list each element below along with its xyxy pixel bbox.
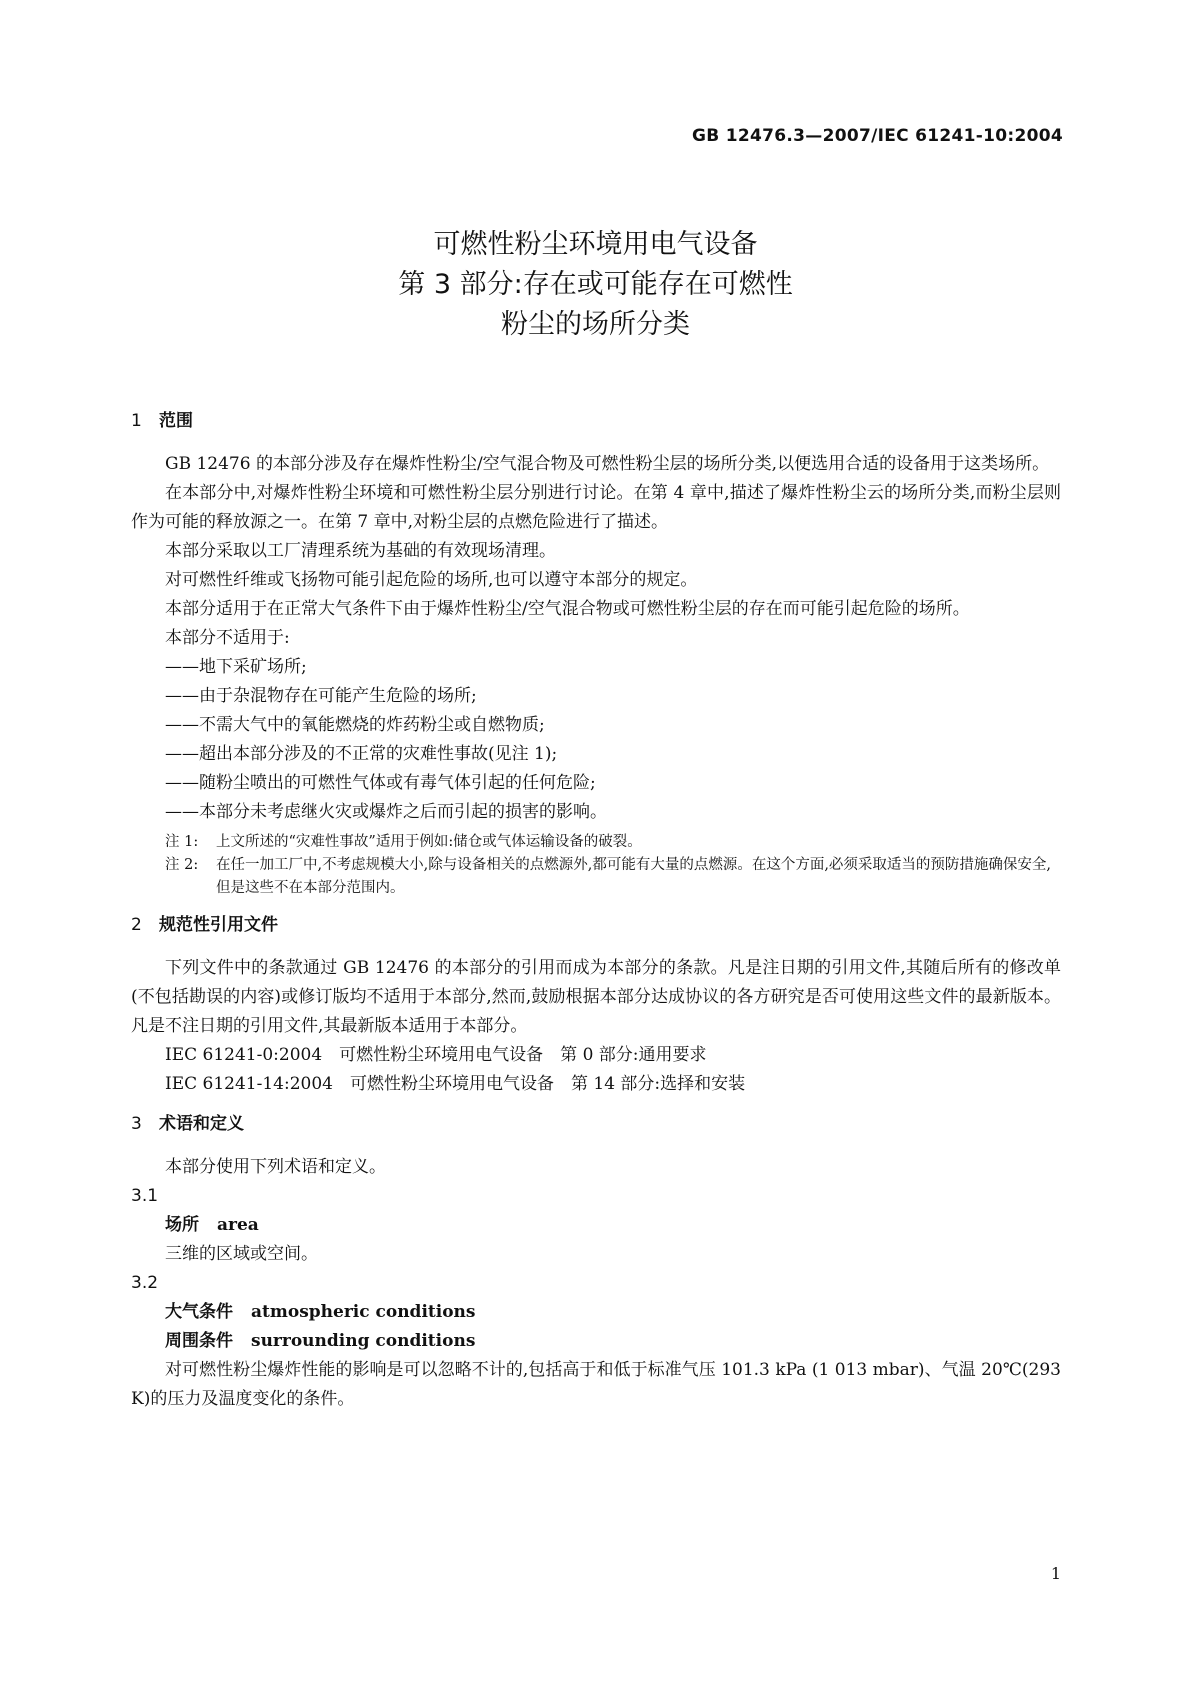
term-entry <box>131 1327 1061 1356</box>
note-text: 在任一加工厂中,不考虑规模大小,除与设备相关的点燃源外,都可能有大量的点燃源。在这个方面,必须采取适当的预防措施确保安全,但是这些不在本部分范围内。 <box>216 857 1052 896</box>
term-english: area <box>217 1215 259 1235</box>
list-item: ——地下采矿场所; <box>165 657 307 677</box>
term-chinese: 周围条件 <box>165 1331 233 1351</box>
title-line-3: 粉尘的场所分类 <box>501 309 690 340</box>
note-label: 注 1: <box>165 834 199 850</box>
document-title <box>0 225 1191 345</box>
term-chinese: 大气条件 <box>165 1302 233 1322</box>
reference-code: IEC 61241-0:2004 <box>165 1045 323 1065</box>
term-definition: 三维的区域或空间。 <box>165 1244 318 1264</box>
list-item: ——不需大气中的氧能燃烧的炸药粉尘或自燃物质; <box>165 715 545 735</box>
paragraph: 本部分使用下列术语和定义。 <box>165 1157 386 1177</box>
list-item: ——本部分未考虑继火灾或爆炸之后而引起的损害的影响。 <box>165 802 607 822</box>
list-item: ——由于杂混物存在可能产生危险的场所; <box>165 686 477 706</box>
term-english: atmospheric conditions <box>251 1302 476 1322</box>
section-number: 1 <box>131 411 142 431</box>
standard-id: GB 12476.3—2007/IEC 61241-10:2004 <box>692 126 1063 146</box>
page-number: 1 <box>1050 1564 1061 1583</box>
reference-title: 可燃性粉尘环境用电气设备 第 14 部分:选择和安装 <box>349 1074 746 1094</box>
paragraph: 本部分适用于在正常大气条件下由于爆炸性粉尘/空气混合物或可燃性粉尘层的存在而可能引起危险的场所。 <box>165 599 970 619</box>
term-entry <box>131 1298 1061 1327</box>
reference-title: 可燃性粉尘环境用电气设备 第 0 部分:通用要求 <box>339 1045 707 1065</box>
clause-number: 3.2 <box>131 1273 159 1293</box>
section-2-heading <box>131 912 1061 938</box>
paragraph: 本部分采取以工厂清理系统为基础的有效现场清理。 <box>165 541 556 561</box>
term-english: surrounding conditions <box>251 1331 476 1351</box>
section-number: 2 <box>131 915 142 935</box>
note-label: 注 2: <box>165 857 199 873</box>
term-chinese: 场所 <box>165 1215 199 1235</box>
title-line-2: 第 3 部分:存在或可能存在可燃性 <box>398 269 793 300</box>
paragraph: 下列文件中的条款通过 GB 12476 的本部分的引用而成为本部分的条款。凡是注日期的引用文件,其随后所有的修改单(不包括勘误的内容)或修订版均不适用于本部分,然而,鼓励根据本部分达成协议的各方研究是否可使用这些文件的最新版本。凡是不注日期的引用文件,其最新版本适用于本部分。 <box>131 958 1061 1036</box>
list-item: ——随粉尘喷出的可燃性气体或有毒气体引起的任何危险; <box>165 773 596 793</box>
clause-number: 3.1 <box>131 1186 159 1206</box>
section-1-heading <box>131 408 1061 434</box>
section-title: 术语和定义 <box>159 1114 244 1134</box>
document-body <box>131 408 1061 1414</box>
paragraph: 本部分不适用于: <box>165 628 290 648</box>
paragraph: 对可燃性纤维或飞扬物可能引起危险的场所,也可以遵守本部分的规定。 <box>165 570 698 590</box>
section-number: 3 <box>131 1114 142 1134</box>
normative-reference <box>131 1041 1061 1070</box>
term-definition: 对可燃性粉尘爆炸性能的影响是可以忽略不计的,包括高于和低于标准气压 101.3 kPa (1 013 mbar)、气温 20℃(293 K)的压力及温度变化的条件。 <box>131 1360 1061 1409</box>
section-3-heading <box>131 1111 1061 1137</box>
paragraph: 在本部分中,对爆炸性粉尘环境和可燃性粉尘层分别进行讨论。在第 4 章中,描述了爆炸性粉尘云的场所分类,而粉尘层则作为可能的释放源之一。在第 7 章中,对粉尘层的点燃危险进行了描述。 <box>131 483 1061 532</box>
reference-code: IEC 61241-14:2004 <box>165 1074 333 1094</box>
section-title: 规范性引用文件 <box>159 915 278 935</box>
term-entry <box>131 1211 1061 1240</box>
list-item: ——超出本部分涉及的不正常的灾难性事故(见注 1); <box>165 744 558 764</box>
paragraph: GB 12476 的本部分涉及存在爆炸性粉尘/空气混合物及可燃性粉尘层的场所分类,以便选用合适的设备用于这类场所。 <box>165 454 1050 474</box>
normative-reference <box>131 1070 1061 1099</box>
note-1 <box>131 831 1061 854</box>
title-line-1: 可燃性粉尘环境用电气设备 <box>433 229 758 260</box>
note-2 <box>131 854 1061 900</box>
section-title: 范围 <box>159 411 193 431</box>
note-text: 上文所述的“灾难性事故”适用于例如:储仓或气体运输设备的破裂。 <box>216 834 642 850</box>
